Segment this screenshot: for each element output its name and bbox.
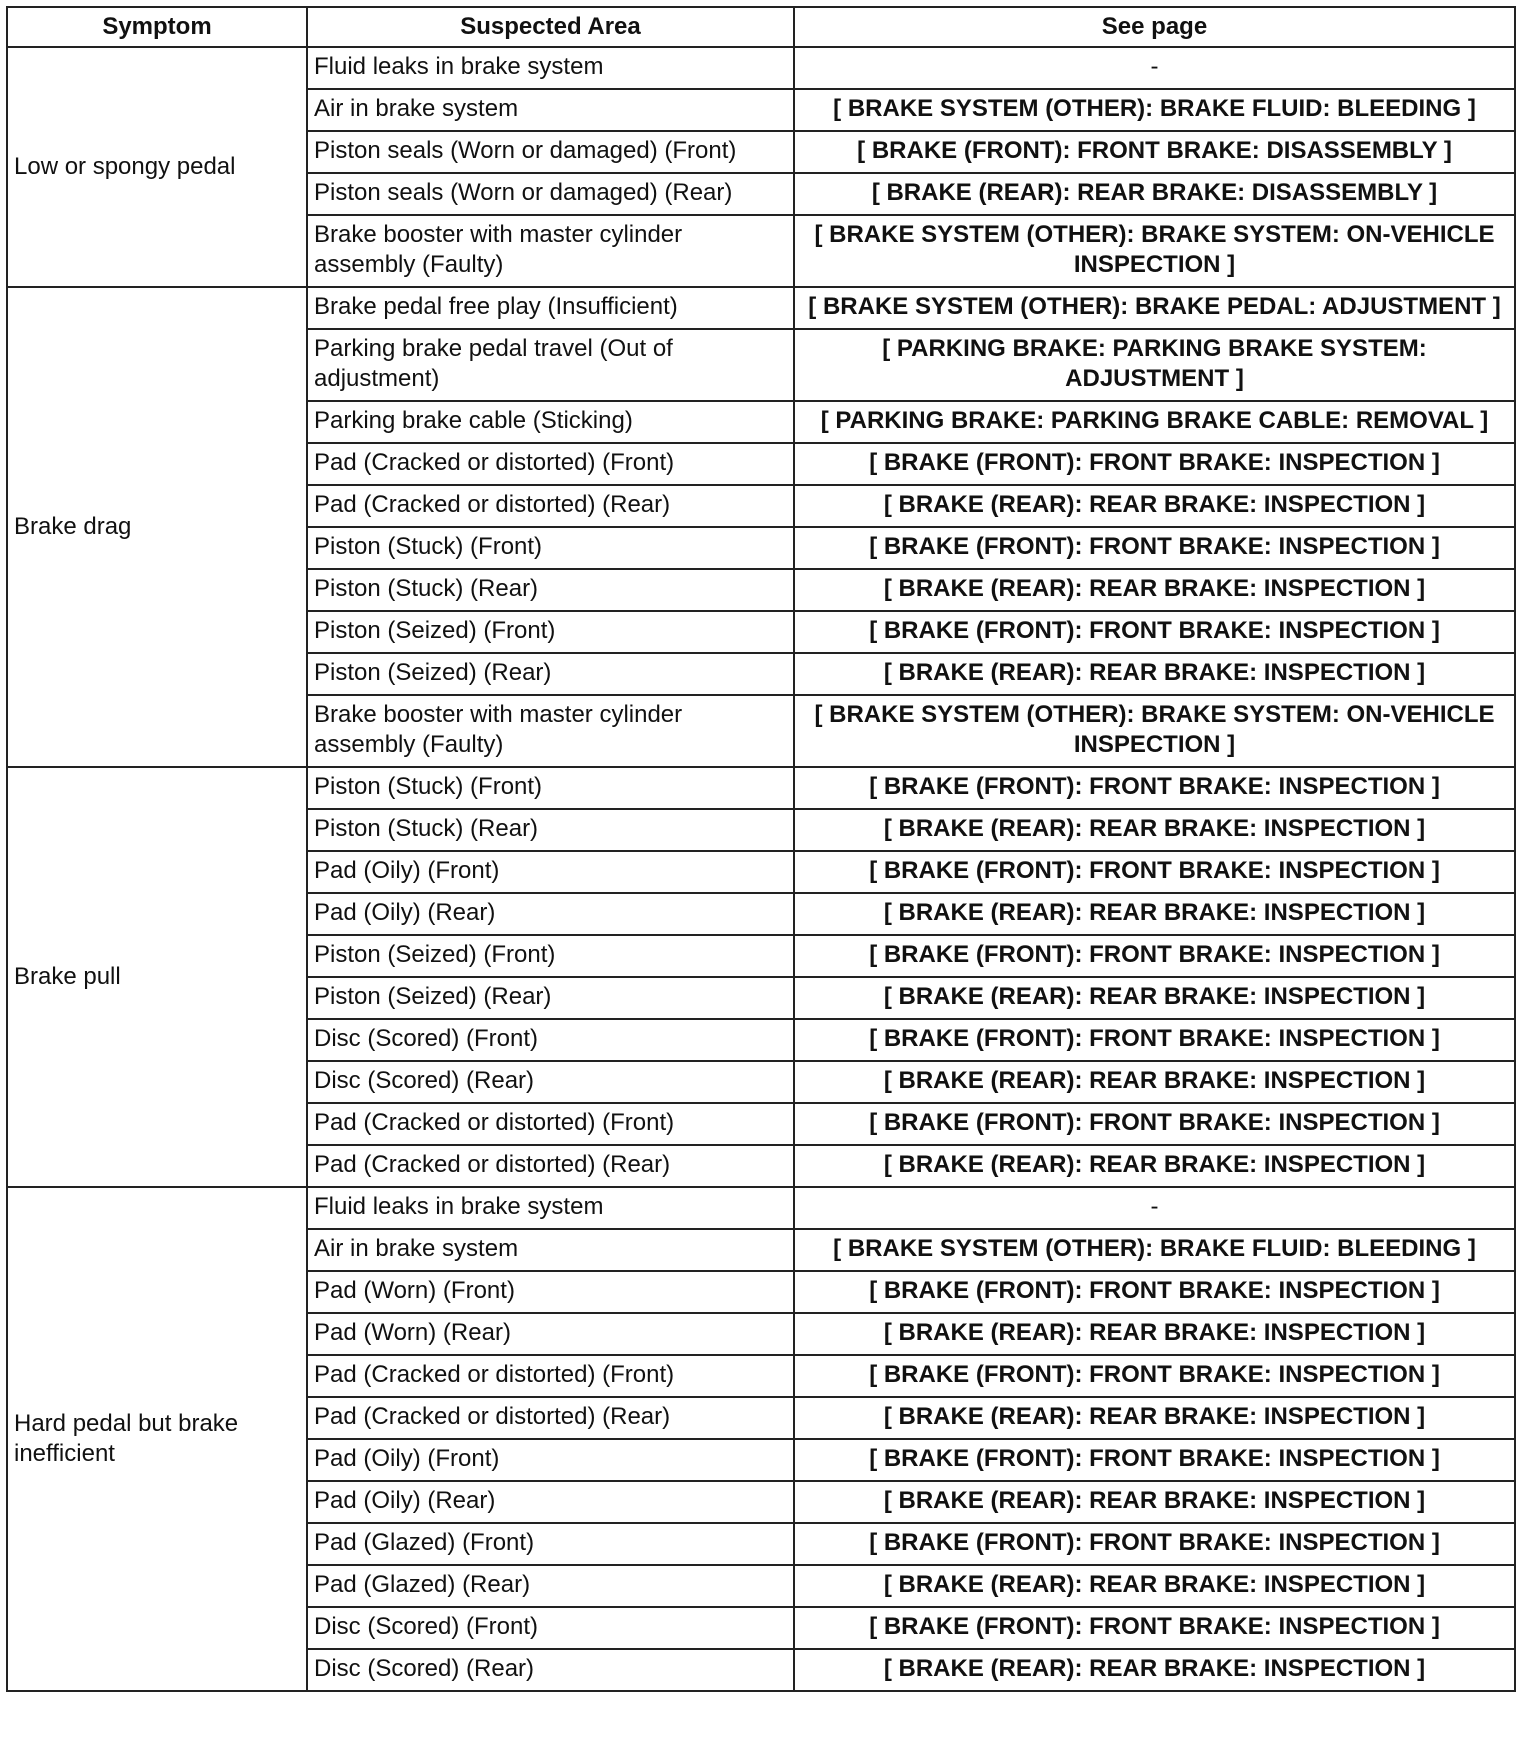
see-page-reference[interactable]: [ BRAKE (REAR): REAR BRAKE: INSPECTION ]: [794, 1565, 1515, 1607]
see-page-reference[interactable]: [ BRAKE (FRONT): FRONT BRAKE: INSPECTION ]: [794, 1355, 1515, 1397]
see-page-reference[interactable]: [ BRAKE (REAR): REAR BRAKE: INSPECTION ]: [794, 977, 1515, 1019]
suspected-area-cell: Pad (Oily) (Front): [307, 1439, 794, 1481]
suspected-area-cell: Piston (Stuck) (Front): [307, 767, 794, 809]
suspected-area-cell: Piston (Seized) (Rear): [307, 653, 794, 695]
suspected-area-cell: Air in brake system: [307, 89, 794, 131]
see-page-reference[interactable]: [ PARKING BRAKE: PARKING BRAKE CABLE: REMOVAL ]: [794, 401, 1515, 443]
see-page-reference: -: [794, 47, 1515, 89]
suspected-area-cell: Pad (Glazed) (Rear): [307, 1565, 794, 1607]
see-page-reference[interactable]: [ BRAKE (FRONT): FRONT BRAKE: INSPECTION ]: [794, 443, 1515, 485]
suspected-area-cell: Pad (Oily) (Front): [307, 851, 794, 893]
suspected-area-cell: Brake booster with master cylinder assembly (Faulty): [307, 215, 794, 287]
see-page-reference[interactable]: [ BRAKE (REAR): REAR BRAKE: INSPECTION ]: [794, 1481, 1515, 1523]
see-page-reference[interactable]: [ BRAKE (FRONT): FRONT BRAKE: INSPECTION ]: [794, 1439, 1515, 1481]
table-row: [7, 47, 1515, 89]
symptom-cell: Brake pull: [7, 767, 307, 1187]
see-page-reference[interactable]: [ BRAKE (FRONT): FRONT BRAKE: INSPECTION ]: [794, 1607, 1515, 1649]
symptom-cell: Low or spongy pedal: [7, 47, 307, 287]
suspected-area-cell: Brake pedal free play (Insufficient): [307, 287, 794, 329]
see-page-reference[interactable]: [ BRAKE (REAR): REAR BRAKE: INSPECTION ]: [794, 1397, 1515, 1439]
header-suspected-area: Suspected Area: [307, 7, 794, 47]
see-page-reference[interactable]: [ BRAKE (FRONT): FRONT BRAKE: INSPECTION ]: [794, 1103, 1515, 1145]
suspected-area-cell: Pad (Glazed) (Front): [307, 1523, 794, 1565]
see-page-reference[interactable]: [ BRAKE (FRONT): FRONT BRAKE: DISASSEMBLY ]: [794, 131, 1515, 173]
see-page-reference[interactable]: [ BRAKE (FRONT): FRONT BRAKE: INSPECTION ]: [794, 1019, 1515, 1061]
suspected-area-cell: Air in brake system: [307, 1229, 794, 1271]
see-page-reference[interactable]: [ PARKING BRAKE: PARKING BRAKE SYSTEM: ADJUSTMENT ]: [794, 329, 1515, 401]
suspected-area-cell: Disc (Scored) (Rear): [307, 1649, 794, 1691]
table-row: [7, 287, 1515, 329]
see-page-reference[interactable]: [ BRAKE (REAR): REAR BRAKE: DISASSEMBLY ]: [794, 173, 1515, 215]
see-page-reference[interactable]: [ BRAKE SYSTEM (OTHER): BRAKE FLUID: BLEEDING ]: [794, 1229, 1515, 1271]
suspected-area-cell: Pad (Cracked or distorted) (Rear): [307, 485, 794, 527]
see-page-reference: -: [794, 1187, 1515, 1229]
header-see-page: See page: [794, 7, 1515, 47]
see-page-reference[interactable]: [ BRAKE (REAR): REAR BRAKE: INSPECTION ]: [794, 569, 1515, 611]
suspected-area-cell: Parking brake pedal travel (Out of adjustment): [307, 329, 794, 401]
see-page-reference[interactable]: [ BRAKE (REAR): REAR BRAKE: INSPECTION ]: [794, 1061, 1515, 1103]
see-page-reference[interactable]: [ BRAKE (REAR): REAR BRAKE: INSPECTION ]: [794, 1145, 1515, 1187]
see-page-reference[interactable]: [ BRAKE SYSTEM (OTHER): BRAKE SYSTEM: ON-VEHICLE INSPECTION ]: [794, 695, 1515, 767]
suspected-area-cell: Fluid leaks in brake system: [307, 47, 794, 89]
suspected-area-cell: Pad (Cracked or distorted) (Front): [307, 443, 794, 485]
see-page-reference[interactable]: [ BRAKE (FRONT): FRONT BRAKE: INSPECTION ]: [794, 527, 1515, 569]
suspected-area-cell: Pad (Worn) (Rear): [307, 1313, 794, 1355]
suspected-area-cell: Piston (Stuck) (Rear): [307, 809, 794, 851]
suspected-area-cell: Piston (Stuck) (Front): [307, 527, 794, 569]
see-page-reference[interactable]: [ BRAKE SYSTEM (OTHER): BRAKE SYSTEM: ON-VEHICLE INSPECTION ]: [794, 215, 1515, 287]
suspected-area-cell: Piston (Seized) (Rear): [307, 977, 794, 1019]
see-page-reference[interactable]: [ BRAKE (FRONT): FRONT BRAKE: INSPECTION ]: [794, 767, 1515, 809]
suspected-area-cell: Pad (Oily) (Rear): [307, 893, 794, 935]
see-page-reference[interactable]: [ BRAKE (FRONT): FRONT BRAKE: INSPECTION ]: [794, 851, 1515, 893]
suspected-area-cell: Disc (Scored) (Front): [307, 1607, 794, 1649]
suspected-area-cell: Disc (Scored) (Front): [307, 1019, 794, 1061]
see-page-reference[interactable]: [ BRAKE (FRONT): FRONT BRAKE: INSPECTION ]: [794, 1523, 1515, 1565]
see-page-reference[interactable]: [ BRAKE (FRONT): FRONT BRAKE: INSPECTION ]: [794, 935, 1515, 977]
suspected-area-cell: Pad (Cracked or distorted) (Front): [307, 1355, 794, 1397]
see-page-reference[interactable]: [ BRAKE (FRONT): FRONT BRAKE: INSPECTION ]: [794, 611, 1515, 653]
suspected-area-cell: Piston (Seized) (Front): [307, 611, 794, 653]
suspected-area-cell: Piston seals (Worn or damaged) (Front): [307, 131, 794, 173]
suspected-area-cell: Parking brake cable (Sticking): [307, 401, 794, 443]
suspected-area-cell: Piston seals (Worn or damaged) (Rear): [307, 173, 794, 215]
header-row: [7, 7, 1515, 47]
suspected-area-cell: Fluid leaks in brake system: [307, 1187, 794, 1229]
suspected-area-cell: Pad (Oily) (Rear): [307, 1481, 794, 1523]
see-page-reference[interactable]: [ BRAKE (REAR): REAR BRAKE: INSPECTION ]: [794, 893, 1515, 935]
symptom-cell: Hard pedal but brake inefficient: [7, 1187, 307, 1691]
suspected-area-cell: Pad (Worn) (Front): [307, 1271, 794, 1313]
see-page-reference[interactable]: [ BRAKE (REAR): REAR BRAKE: INSPECTION ]: [794, 1649, 1515, 1691]
table-body: [7, 47, 1515, 1691]
suspected-area-cell: Pad (Cracked or distorted) (Rear): [307, 1397, 794, 1439]
see-page-reference[interactable]: [ BRAKE (REAR): REAR BRAKE: INSPECTION ]: [794, 653, 1515, 695]
suspected-area-cell: Pad (Cracked or distorted) (Front): [307, 1103, 794, 1145]
suspected-area-cell: Brake booster with master cylinder assembly (Faulty): [307, 695, 794, 767]
table-row: [7, 767, 1515, 809]
see-page-reference[interactable]: [ BRAKE (REAR): REAR BRAKE: INSPECTION ]: [794, 485, 1515, 527]
suspected-area-cell: Pad (Cracked or distorted) (Rear): [307, 1145, 794, 1187]
see-page-reference[interactable]: [ BRAKE SYSTEM (OTHER): BRAKE FLUID: BLEEDING ]: [794, 89, 1515, 131]
see-page-reference[interactable]: [ BRAKE (FRONT): FRONT BRAKE: INSPECTION ]: [794, 1271, 1515, 1313]
see-page-reference[interactable]: [ BRAKE (REAR): REAR BRAKE: INSPECTION ]: [794, 1313, 1515, 1355]
see-page-reference[interactable]: [ BRAKE SYSTEM (OTHER): BRAKE PEDAL: ADJUSTMENT ]: [794, 287, 1515, 329]
header-symptom: Symptom: [7, 7, 307, 47]
suspected-area-cell: Piston (Stuck) (Rear): [307, 569, 794, 611]
table-row: [7, 1187, 1515, 1229]
suspected-area-cell: Piston (Seized) (Front): [307, 935, 794, 977]
suspected-area-cell: Disc (Scored) (Rear): [307, 1061, 794, 1103]
symptom-cell: Brake drag: [7, 287, 307, 767]
see-page-reference[interactable]: [ BRAKE (REAR): REAR BRAKE: INSPECTION ]: [794, 809, 1515, 851]
symptom-troubleshooting-table: [6, 6, 1516, 1692]
